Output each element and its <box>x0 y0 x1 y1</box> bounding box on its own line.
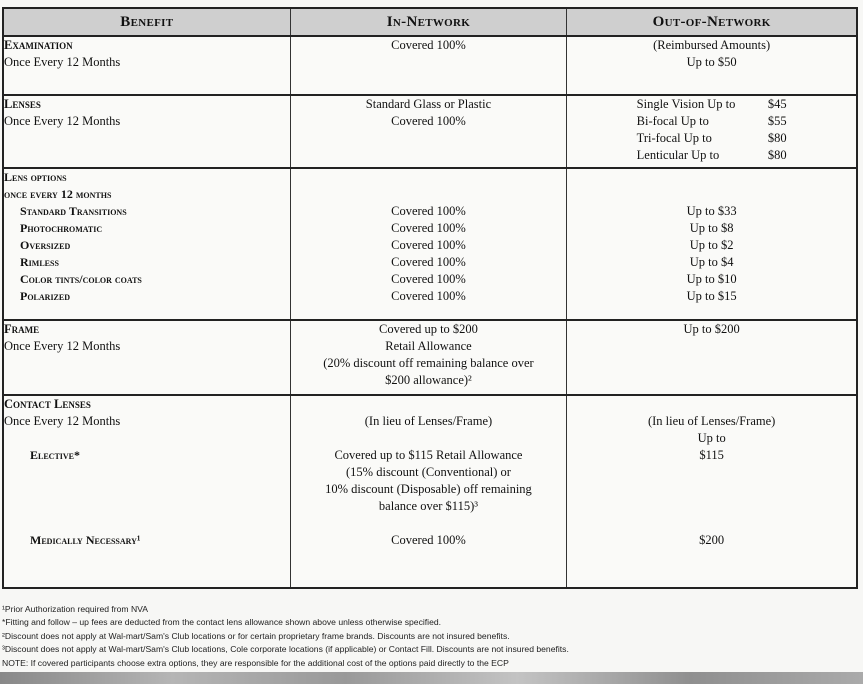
lenses-allowance-list <box>637 96 787 164</box>
examination-benefit-cell <box>3 36 290 95</box>
footnote: *Fitting and follow – up fees are deducted from the contact lens allowance shown above unless otherwise specified. <box>2 617 442 628</box>
lens-option-in: Covered 100% <box>391 272 466 286</box>
footnote: ²Discount does not apply at Wal-mart/Sam's Club locations or for certain proprietary frame brands. Discounts are not insured benefits. <box>2 630 510 641</box>
frame-in-line3: (20% discount off remaining balance over <box>323 356 534 370</box>
lens-option-in: Covered 100% <box>391 238 466 252</box>
row-lenses <box>3 95 857 168</box>
frame-in-line1: Covered up to $200 <box>378 322 478 336</box>
examination-frequency: Once Every 12 Months <box>4 55 121 69</box>
examination-in-network: Covered 100% <box>391 38 466 52</box>
elective-in-line3: 10% discount (Disposable) off remaining <box>325 482 532 496</box>
lenses-title: Lenses <box>4 97 41 111</box>
footnote: ³Discount does not apply at Wal-mart/Sam's Club locations, Cole corporate locations (if applicable) or Contact Fill. Discounts are not insured benefits. <box>2 644 569 655</box>
row-frame <box>3 320 857 395</box>
frame-benefit-cell <box>3 320 290 395</box>
contact-lenses-benefit-cell <box>3 395 290 588</box>
lens-options-out-network-cell <box>567 168 857 320</box>
lenses-benefit-cell <box>3 95 290 168</box>
footnotes <box>2 603 857 670</box>
row-lens-options <box>3 168 857 320</box>
footnote: ¹Prior Authorization required from NVA <box>2 604 148 614</box>
contact-lenses-in-network-cell <box>290 395 567 588</box>
list-item: Single Vision Up to $45 <box>636 97 787 111</box>
scan-edge-bar <box>0 672 863 684</box>
elective-in-line2: (15% discount (Conventional) or <box>346 465 511 479</box>
lenses-frequency: Once Every 12 Months <box>4 114 121 128</box>
contact-lenses-in-lieu-in: (In lieu of Lenses/Frame) <box>364 414 493 428</box>
lens-options-frequency: once every 12 months <box>4 187 112 201</box>
examination-out-line1: (Reimbursed Amounts) <box>653 38 771 52</box>
lenses-in-network-cell <box>290 95 567 168</box>
medically-necessary-label: Medically Necessary¹ <box>30 533 141 547</box>
footnote: NOTE: If covered participants choose extra options, they are responsible for the additional cost of the options paid directly to the ECP <box>2 657 509 668</box>
lens-options-title: Lens options <box>4 170 67 184</box>
list-item: Tri-focal Up to $80 <box>636 131 787 145</box>
frame-out-network: Up to $200 <box>683 322 740 336</box>
elective-in-line4: balance over $115)³ <box>378 499 478 513</box>
header-benefit: Benefit <box>3 8 290 36</box>
lens-option-in: Covered 100% <box>391 221 466 235</box>
elective-in-line1: Covered up to $115 Retail Allowance <box>334 448 523 462</box>
lens-option-in: Covered 100% <box>391 204 466 218</box>
lens-option-out: Up to $15 <box>686 289 737 303</box>
frame-in-line2: Retail Allowance <box>385 339 472 353</box>
lens-option-in: Covered 100% <box>391 255 466 269</box>
examination-out-line2: Up to $50 <box>686 55 737 69</box>
examination-in-network-cell <box>290 36 567 95</box>
lens-option-name: Oversized <box>20 238 71 252</box>
lens-option-name: Color tints/color coats <box>20 272 142 286</box>
elective-label: Elective* <box>30 448 81 462</box>
frame-title: Frame <box>4 322 40 336</box>
contact-lenses-frequency: Once Every 12 Months <box>4 414 121 428</box>
row-examination <box>3 36 857 95</box>
lens-option-out: Up to $2 <box>689 238 734 252</box>
list-item: Bi-focal Up to $55 <box>636 114 787 128</box>
header-out-of-network: Out-of-Network <box>567 8 857 36</box>
lenses-in-line1: Standard Glass or Plastic <box>365 97 492 111</box>
frame-in-line4: $200 allowance)² <box>385 373 472 387</box>
lens-option-in: Covered 100% <box>391 289 466 303</box>
examination-title: Examination <box>4 38 73 52</box>
lens-option-out: Up to $4 <box>689 255 734 269</box>
lens-options-in-network-cell <box>290 168 567 320</box>
vision-benefits-table <box>2 7 858 589</box>
frame-out-network-cell <box>567 320 857 395</box>
table-header-row <box>3 8 857 36</box>
lens-option-name: Rimless <box>20 255 59 269</box>
medically-necessary-out: $200 <box>699 533 725 547</box>
contact-lenses-title: Contact Lenses <box>4 397 91 411</box>
elective-out-line2: $115 <box>699 448 724 462</box>
lens-option-out: Up to $33 <box>686 204 737 218</box>
frame-in-network-cell <box>290 320 567 395</box>
row-contact-lenses <box>3 395 857 588</box>
lens-option-name: Standard Transitions <box>20 204 127 218</box>
contact-lenses-out-network-cell <box>567 395 857 588</box>
lens-option-name: Polarized <box>20 289 71 303</box>
header-in-network: In-Network <box>290 8 567 36</box>
contact-lenses-in-lieu-out: (In lieu of Lenses/Frame) <box>647 414 776 428</box>
frame-frequency: Once Every 12 Months <box>4 339 121 353</box>
lenses-out-network-cell <box>567 95 857 168</box>
medically-necessary-in: Covered 100% <box>391 533 466 547</box>
lenses-in-line2: Covered 100% <box>391 114 466 128</box>
lens-option-out: Up to $10 <box>686 272 737 286</box>
lens-option-out: Up to $8 <box>689 221 734 235</box>
examination-out-network-cell <box>567 36 857 95</box>
lens-option-name: Photochromatic <box>20 221 103 235</box>
elective-out-line1: Up to <box>697 431 726 445</box>
list-item: Lenticular Up to $80 <box>636 148 787 162</box>
lens-options-benefit-cell <box>3 168 290 320</box>
